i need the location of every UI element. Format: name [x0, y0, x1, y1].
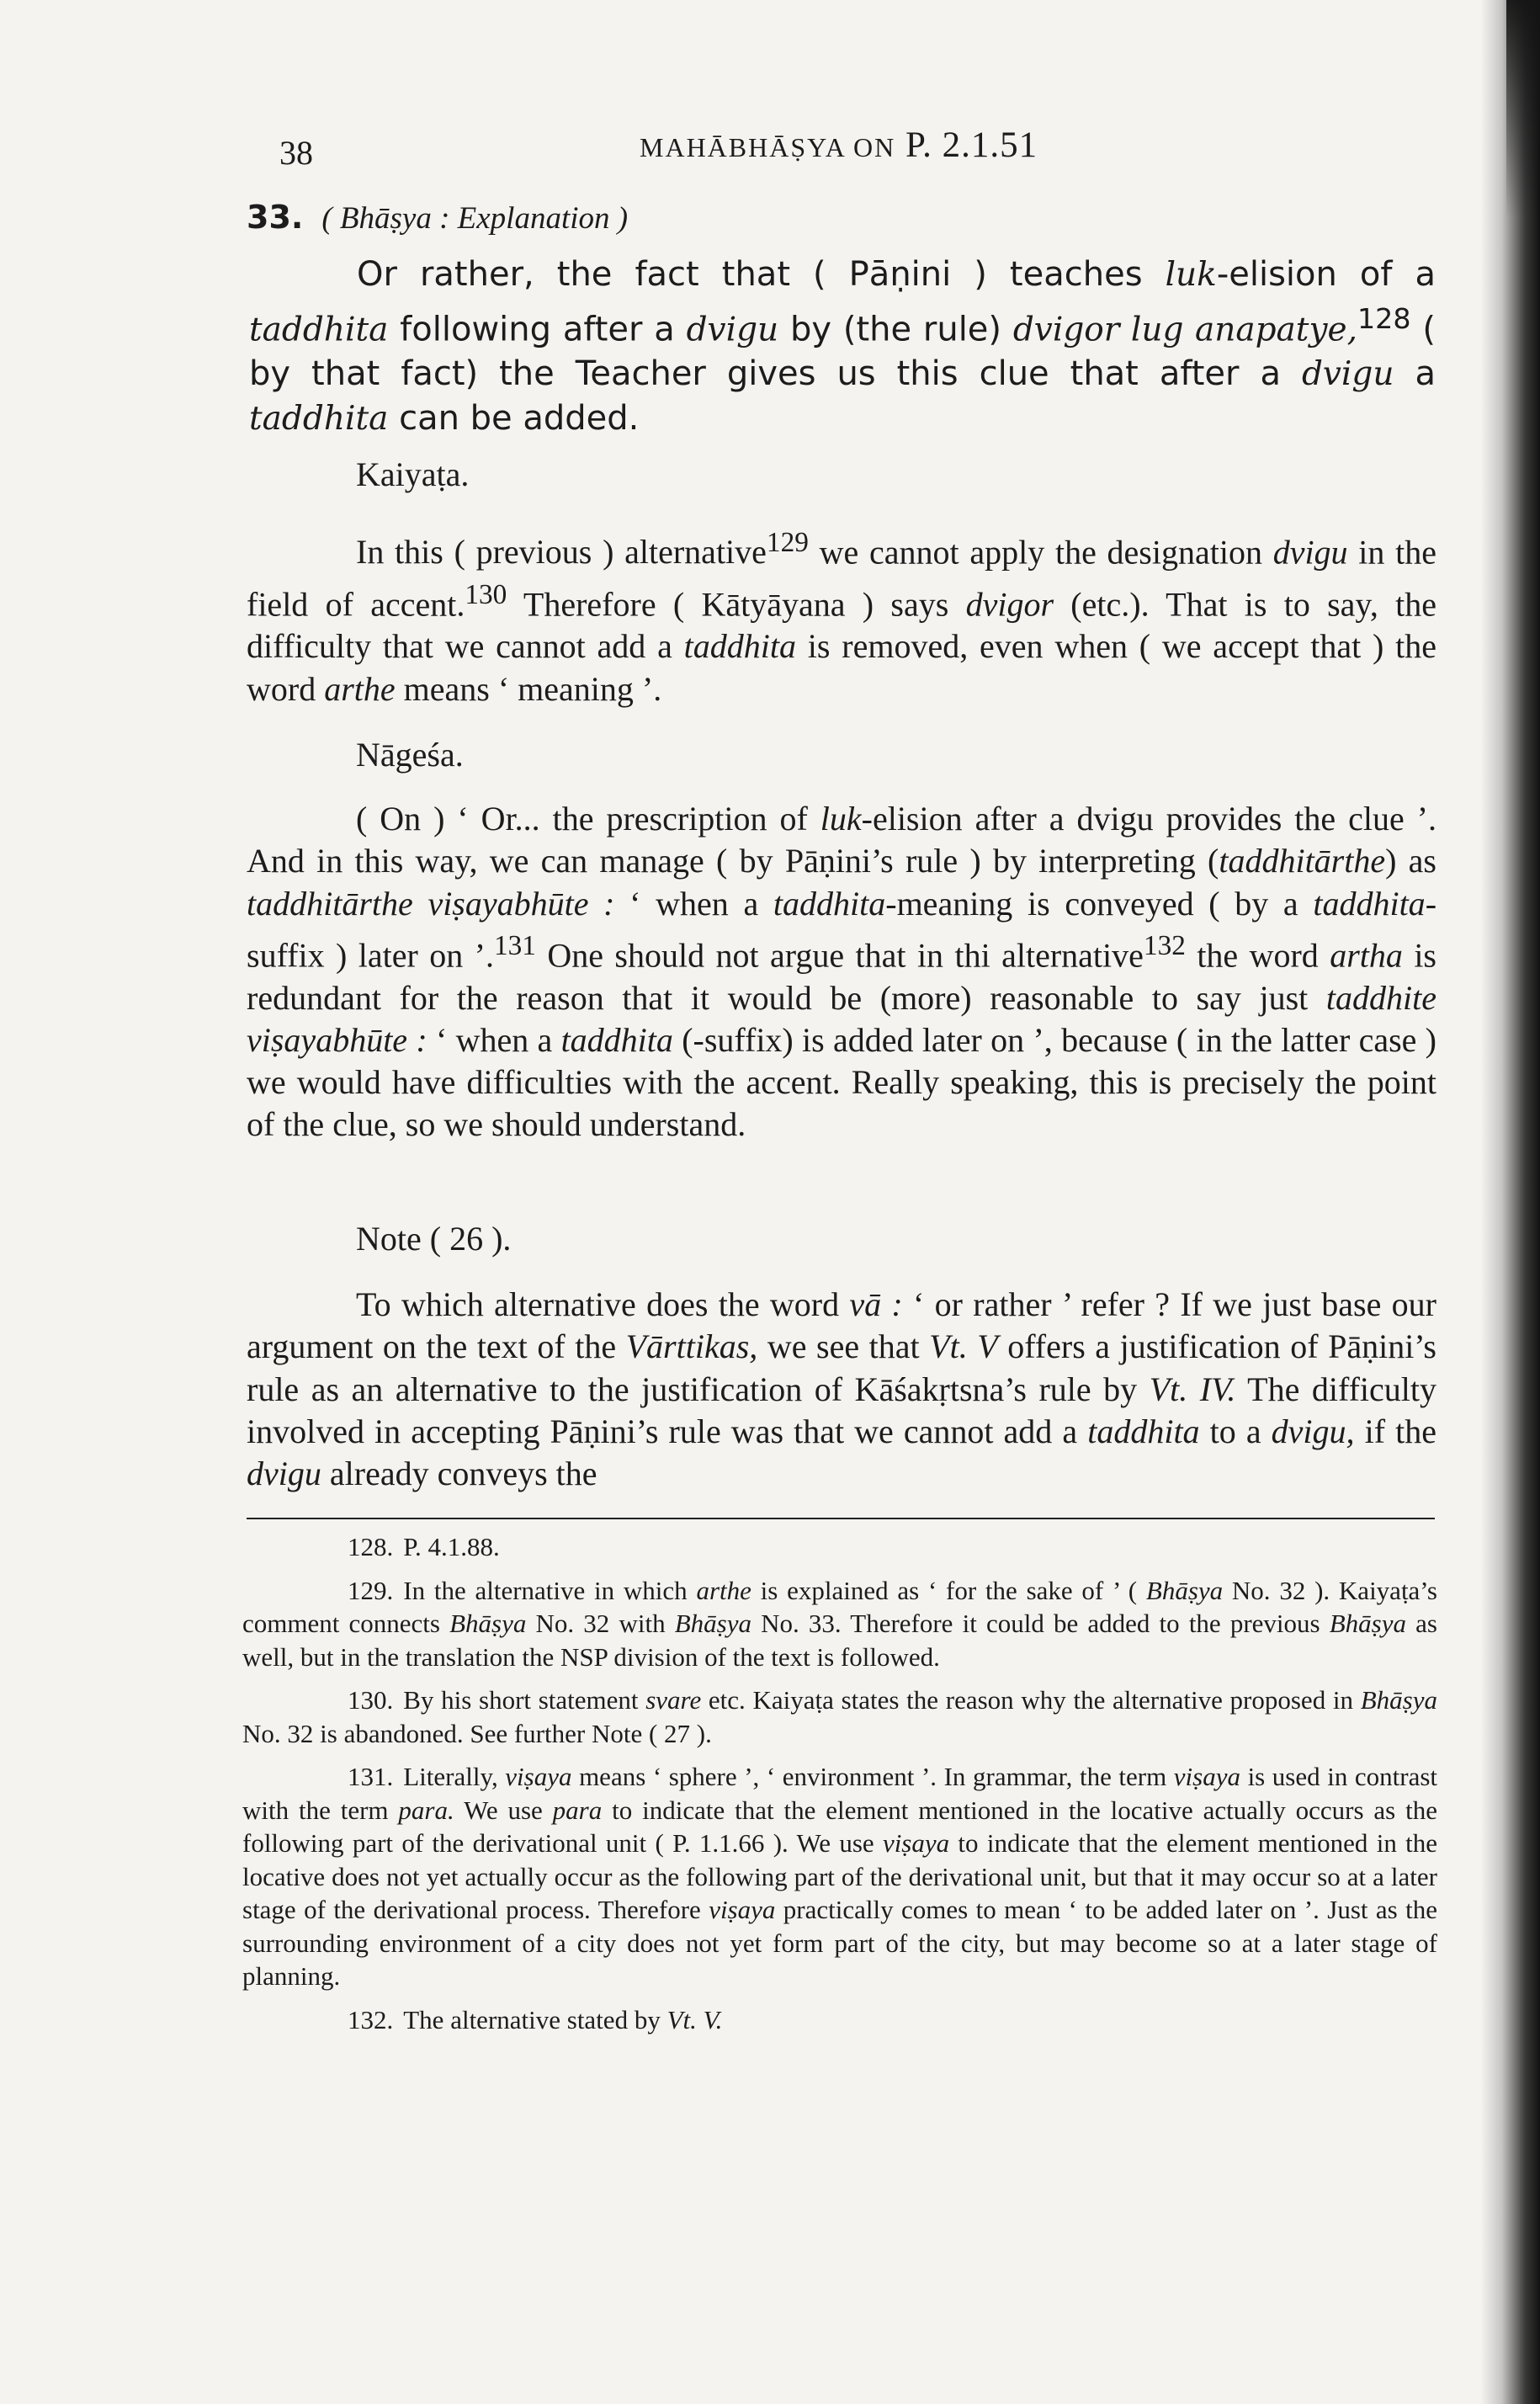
nagesa-italic: taddhita — [560, 1020, 673, 1059]
footnote-ref: 132 — [1143, 929, 1186, 961]
nagesa-italic: taddhitārthe viṣayabhūte : — [247, 884, 615, 923]
nagesa-text-run: is redundant for the reason that it would be (more) reasonable to say just — [247, 936, 1436, 1017]
note-italic: dvigu — [247, 1455, 321, 1493]
section-label: ( Bhāṣya : Explanation ) — [321, 201, 629, 236]
nagesa-heading: Nāgeśa. — [356, 736, 464, 774]
footnote-italic: Bhāṣya — [674, 1609, 751, 1638]
note-italic: Vt. V — [929, 1327, 998, 1366]
kaiyata-text-run: is removed, even when ( we accept that ) the word — [247, 627, 1436, 708]
footnote-text: to indicate that the element mentioned in the locative does not yet actually occur as the following part of the derivational unit, but that it may occur so at a later stage of the derivational process. Therefore — [242, 1828, 1437, 1924]
nagesa-italic: artha — [1330, 936, 1403, 975]
footnotes — [242, 1530, 1437, 2046]
footnote-text: The alternative stated by — [403, 2004, 667, 2034]
nagesa-italic: taddhitārthe — [1219, 842, 1386, 880]
bhasya-text-run: Or rather, the fact that ( Pāṇini ) teaches — [357, 255, 1166, 294]
footnote-text: We use — [454, 1795, 553, 1825]
footnote-italic: Bhāṣya — [449, 1609, 527, 1638]
nagesa-text-run: -elision after a dvigu provides the clue ’. And in this way, we can manage ( by Pāṇini’s rule ) by interpreting ( — [247, 800, 1436, 880]
footnote-italic: viṣaya — [709, 1895, 776, 1924]
kaiyata-text-run: we cannot apply the designation — [808, 533, 1273, 572]
section-heading — [247, 199, 628, 237]
note-heading: Note ( 26 ). — [356, 1220, 512, 1258]
scan-corner-shadow — [1506, 0, 1540, 219]
footnote-divider — [247, 1518, 1435, 1519]
footnote-132 — [242, 2003, 1437, 2037]
kaiyata-italic: taddhita — [683, 627, 796, 666]
kaiyata-text-run: In this ( previous ) alternative — [356, 533, 767, 572]
nagesa-italic: taddhita — [773, 884, 886, 923]
bhasya-italic: dvigu — [1301, 355, 1394, 394]
nagesa-italic: luk — [820, 800, 862, 838]
footnote-text: is explained as ‘ for the sake of ’ ( — [751, 1575, 1146, 1605]
bhasya-text-run: a — [1394, 354, 1436, 394]
footnote-number: 131. — [348, 1762, 394, 1791]
note-italic: taddhita — [1087, 1412, 1200, 1450]
page-header — [244, 125, 1439, 175]
footnote-text: P. 4.1.88. — [403, 1532, 500, 1561]
kaiyata-paragraph — [247, 522, 1436, 710]
footnote-text: practically comes to mean ‘ to be added later on ’. Just as the surrounding environment of a city does not yet form part of the city, but may become so at a later stage of planning. — [242, 1895, 1437, 1991]
footnote-italic: viṣaya — [1173, 1762, 1240, 1791]
footnote-number: 129. — [348, 1575, 394, 1605]
footnote-text: as well, but in the translation the NSP division of the text is followed. — [242, 1609, 1437, 1672]
nagesa-text-run: -suffix ) later on ’. — [247, 884, 1437, 975]
nagesa-text-run: -meaning is conveyed ( by a — [885, 884, 1314, 923]
running-title-work: MAHĀBHĀṢYA ON — [640, 132, 896, 162]
nagesa-paragraph — [247, 798, 1436, 1146]
footnote-text: Literally, — [403, 1762, 506, 1791]
section-number: 33. — [247, 199, 304, 236]
note-paragraph — [247, 1284, 1436, 1495]
note-text-run: we see that — [757, 1327, 930, 1366]
note-text-run: if the — [1354, 1412, 1436, 1450]
footnote-number: 128. — [348, 1532, 394, 1561]
kaiyata-text-run: Therefore ( Kātyāyana ) says — [507, 584, 966, 623]
nagesa-italic: taddhita — [1313, 884, 1426, 923]
nagesa-text-run: ‘ when a — [614, 884, 773, 923]
nagesa-text-run: ‘ when a — [427, 1020, 561, 1059]
note-italic: vā : — [849, 1285, 903, 1323]
footnote-text: In the alternative in which — [403, 1575, 697, 1605]
nagesa-text-run: One should not argue that in thi alternative — [535, 936, 1144, 975]
footnote-italic: svare — [645, 1685, 702, 1715]
nagesa-text-run: (-suffix) is added later on ’, because ( in the latter case ) we would have difficulties with the accent. Really speaking, this is precisely the point of the clue, so we should understand. — [247, 1020, 1437, 1144]
page-number: 38 — [279, 134, 313, 172]
footnote-ref: 130 — [465, 578, 507, 610]
footnote-italic: Bhāṣya — [1329, 1609, 1407, 1638]
footnote-ref: 131 — [493, 929, 536, 961]
footnote-text: No. 32 ). Kaiyaṭa’s comment connects — [242, 1575, 1437, 1638]
note-text-run: already conveys the — [321, 1455, 597, 1493]
nagesa-text-run: ( On ) ‘ Or... the prescription of — [356, 800, 820, 838]
running-title-ref: P. 2.1.51 — [905, 125, 1038, 165]
footnote-text: means ‘ sphere ’, ‘ environment ’. In grammar, the term — [571, 1762, 1174, 1791]
footnote-text: By his short statement — [403, 1685, 646, 1715]
footnote-italic: arthe — [696, 1575, 751, 1605]
footnote-text: to indicate that the element mentioned in the locative actually occurs as the following part of the derivational unit ( P. 1.1.66 ). We use — [242, 1795, 1437, 1858]
footnote-128 — [242, 1530, 1437, 1564]
bhasya-text-run: -elision of a — [1216, 255, 1436, 294]
footnote-text: No. 32 with — [526, 1609, 675, 1638]
kaiyata-heading: Kaiyaṭa. — [356, 455, 470, 493]
scan-binding-shadow — [1481, 0, 1540, 2404]
footnote-italic: para — [552, 1795, 603, 1825]
footnote-text: etc. Kaiyaṭa states the reason why the alternative proposed in — [701, 1685, 1361, 1715]
kaiyata-text-run: in the field of accent. — [247, 533, 1436, 623]
bhasya-italic: dvigor lug anapatye, — [1012, 311, 1357, 349]
footnote-131 — [242, 1760, 1437, 1993]
note-text-run: ‘ or rather ’ refer ? If we just base our argument on the text of the — [247, 1285, 1436, 1366]
footnote-129 — [242, 1574, 1437, 1674]
kaiyata-italic: dvigu — [1272, 533, 1348, 572]
kaiyata-text-run: (etc.). That is to say, the difficulty that we cannot add a — [247, 584, 1436, 666]
note-italic: Vārttikas, — [625, 1327, 758, 1366]
note-text-run: The difficulty involved in accepting Pāṇini’s rule was that we cannot add a — [247, 1370, 1436, 1450]
note-text-run: to a — [1199, 1412, 1272, 1450]
kaiyata-italic: arthe — [324, 669, 396, 708]
nagesa-text-run: the word — [1185, 936, 1330, 975]
bhasya-paragraph — [249, 253, 1436, 441]
bhasya-italic: luk — [1165, 256, 1217, 294]
footnote-italic: para. — [398, 1795, 454, 1825]
footnote-text: No. 33. Therefore it could be added to the previous — [751, 1609, 1330, 1638]
footnote-ref: 129 — [766, 527, 809, 558]
footnote-italic: viṣaya — [882, 1828, 950, 1858]
bhasya-italic: taddhita — [249, 400, 389, 439]
bhasya-text-run: can be added. — [388, 399, 640, 439]
footnote-ref: 128 — [1357, 302, 1411, 335]
note-text-run: offers a justification of Pāṇini’s rule as an alternative to the justification of Kāśakṛtsna’s rule by — [247, 1327, 1436, 1408]
note-italic: dvigu, — [1271, 1412, 1355, 1450]
bhasya-italic: dvigu — [686, 311, 779, 349]
footnote-italic: Vt. V. — [666, 2004, 723, 2034]
footnote-number: 132. — [348, 2004, 394, 2034]
footnote-text: No. 32 is abandoned. See further Note ( 27 ). — [242, 1718, 712, 1748]
nagesa-italic: taddhite viṣayabhūte : — [247, 978, 1436, 1059]
footnote-text: is used in contrast with the term — [242, 1762, 1438, 1825]
bhasya-text-run: ( by that fact) the Teacher gives us this clue that after a — [249, 310, 1436, 394]
bhasya-text-run: by (the rule) — [778, 310, 1013, 349]
footnote-italic: viṣaya — [505, 1762, 572, 1791]
note-text-run: To which alternative does the word — [356, 1285, 850, 1323]
note-italic: Vt. IV. — [1149, 1370, 1236, 1408]
footnote-130 — [242, 1683, 1437, 1750]
footnote-number: 130. — [348, 1685, 394, 1715]
bhasya-text-run: following after a — [388, 310, 687, 349]
bhasya-italic: taddhita — [249, 311, 389, 349]
footnote-italic: Bhāṣya — [1360, 1685, 1437, 1715]
footnote-italic: Bhāṣya — [1145, 1575, 1224, 1605]
nagesa-text-run: ) as — [1385, 842, 1437, 880]
running-title — [640, 125, 1038, 166]
kaiyata-text-run: means ‘ meaning ’. — [395, 669, 662, 708]
kaiyata-italic: dvigor — [965, 584, 1054, 623]
